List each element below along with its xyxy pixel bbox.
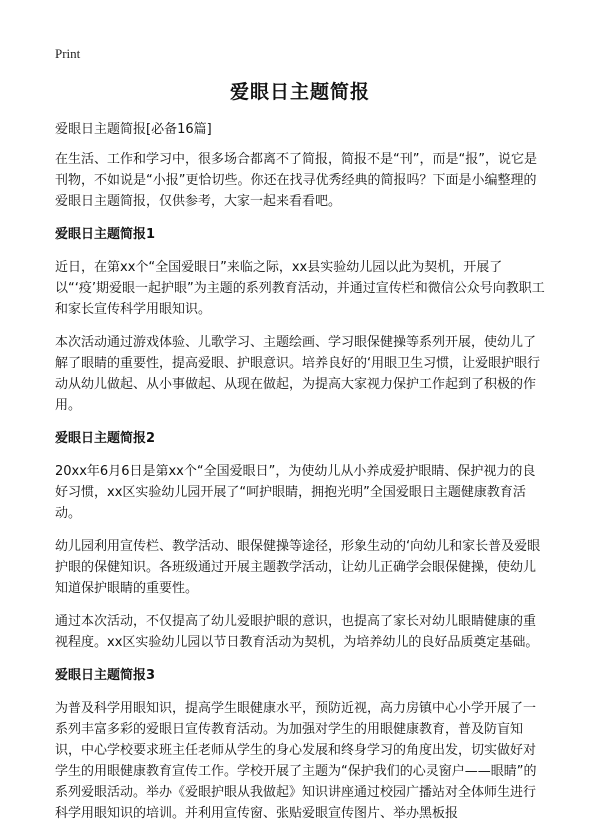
article-body [55, 119, 548, 828]
section-1-paragraph-2: 本次活动通过游戏体验、儿歌学习、主题绘画、学习眼保健操等系列开展，使幼儿了解了眼睛的重要性，提高爱眼、护眼意识。培养良好的‘用眼卫生习惯，让爱眼护眼行动从幼儿做起、从小事做起、从现在做起，为提高大家视力保护工作起到了积极的作用。 [55, 335, 541, 413]
print-link[interactable]: Print [55, 46, 81, 61]
section-1-paragraph-1: 近日，在第xx个“全国爱眼日”来临之际，xx县实验幼儿园以此为契机，开展了以“‘疫’期爱眼一起护眼”为主题的系列教育活动，并通过宣传栏和微信公众号向教职工和家长宣传科学用眼知识。 [55, 260, 545, 317]
section-heading-3: 爱眼日主题简报3 [55, 668, 156, 683]
section-heading-2: 爱眼日主题简报2 [55, 431, 156, 446]
page-title: 爱眼日主题简报 [229, 81, 370, 103]
intro-paragraph: 在生活、工作和学习中，很多场合都离不了简报，简报不是“刊”，而是“报”，说它是刊物，不如说是“小报”更恰切些。你还在找寻优秀经典的简报吗？下面是小编整理的爱眼日主题简报，仅供参考，大家一起来看看吧。 [55, 152, 537, 209]
section-2-paragraph-3: 通过本次活动，不仅提高了幼儿爱眼护眼的意识，也提高了家长对幼儿眼睛健康的重视程度。xx区实验幼儿园以节日教育活动为契机，为培养幼儿的良好品质奠定基础。 [55, 614, 539, 650]
section-3-paragraph-1: 为普及科学用眼知识，提高学生眼健康水平，预防近视，高力房镇中心小学开展了一系列丰富多彩的爱眼日宣传教育活动。为加强对学生的用眼健康教育，普及防盲知识，中心学校要求班主任老师从学生的身心发展和终身学习的角度出发，切实做好对学生的用眼健康教育宣传工作。学校开展了主题为“保护我们的心灵窗户——眼睛”的系列爱眼活动。举办《爱眼护眼从我做起》知识讲座通过校园广播站对全体师生进行科学用眼知识的培训。并利用宣传窗、张贴爱眼宣传图片、举办黑板报 [55, 701, 537, 821]
article-subtitle: 爱眼日主题简报[必备16篇] [55, 122, 212, 137]
section-2-paragraph-2: 幼儿园利用宣传栏、教学活动、眼保健操等途径，形象生动的‘向幼儿和家长普及爱眼护眼的保健知识。各班级通过开展主题教学活动，让幼儿正确学会眼保健操，使幼儿知道保护眼睛的重要性。 [55, 539, 541, 596]
section-heading-1: 爱眼日主题简报1 [55, 227, 156, 242]
section-2-paragraph-1: 20xx年6月6日是第xx个“全国爱眼日”，为使幼儿从小养成爱护眼睛、保护视力的良好习惯，xx区实验幼儿园开展了“呵护眼睛，拥抱光明”全国爱眼日主题健康教育活动。 [55, 464, 536, 521]
